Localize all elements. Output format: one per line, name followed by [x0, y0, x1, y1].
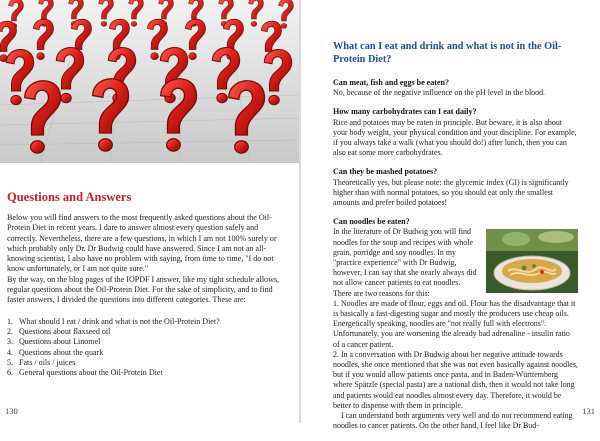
question: Can meat, fish and eggs be eaten?: [333, 78, 450, 87]
list-item: 2. Questions about flaxseed oil: [7, 326, 111, 336]
list-item: 3. Questions about Linomel: [7, 337, 101, 347]
question: How many carbohydrates can I eat daily?: [333, 107, 477, 117]
question-marks-image: [0, 0, 299, 163]
answer: Theoretically yes, but please note: the glycemic index (GI) is significantly higher than with normal potatoes, so you should eat only the smallest amounts and prefer boiled potatoes!: [333, 177, 569, 208]
noodle-soup-image: [486, 229, 578, 293]
qa-block: [333, 78, 578, 98]
list-item: 5. Fats / oils / juices: [7, 357, 76, 367]
chapter-title: What can I eat and drink and what is not in the Oil-Protein Diet?: [333, 41, 562, 65]
left-page: [0, 0, 299, 423]
list-item: 6. General questions about the Oil-Protein Diet: [7, 368, 163, 378]
qa-block: [333, 107, 578, 158]
answer: Rice and potatoes may be eaten in principle. But beware, it is also about your body weight, your physical condition and your discipline. For example, if you always take a walk (what you should do!) after lunch, then you can also eat some more carbohydrates.: [333, 117, 577, 158]
reason-one: 1. Noodles are made of flour, eggs and oil. Flour has the disadvantage that it is basically a fast-digesting sugar and mostly the producers use cheap oils. Energetically speaking, noodles are "not really full with electrons". Unfortunately, you are worsening the already bad adrenaline - insulin ratio of a cancer patient.: [333, 298, 576, 349]
noodle-qa-block: [333, 217, 578, 431]
qa-block: [333, 167, 578, 208]
answer: No, because of the negative influence on the pH level in the blood.: [333, 88, 546, 98]
list-item: 1. What should I eat / drink and what is not the Oil-Protein Diet?: [7, 316, 220, 326]
intro-text: [7, 213, 287, 306]
page-number-right: 131: [582, 406, 595, 416]
reason-two: 2. In a conversation with Dr Budwig about her negative attitude towards noodles, she once mentioned that she was not even basically against noodles, but if you would allow patients once pasta, and in Baden-Württemberg where Spätzle (special pasta) are a national dish, then it would not take long and patients would eat noodles almost every day. Therefore, it would be better to dispense with them in principle.: [333, 349, 578, 410]
left-text-block: [7, 190, 287, 378]
right-text-block: [333, 41, 578, 441]
second-paragraph: By the way, on the blog pages of the IOPDF I answer, like my tight schedule allows, regular questions about the Oil-Protein Diet. For the sake of simplicity, and to find faster answers, I divided the questions into different categories. These are:: [7, 274, 280, 305]
question: Can they be mashed potatoes?: [333, 167, 438, 177]
right-page: [301, 0, 600, 431]
closing-paragraph: I can understand both arguments very well and do not recommend eating noodles to cancer patients. On the other hand, I feel like Dr Bud-: [333, 411, 573, 431]
intro-paragraph: Below you will find answers to the most frequently asked questions about the Oil-Protein Diet in recent years. I dare to answer almost every question safely and correctly. Nevertheless, there are a few questions, in which I am not 100% surely or which probably only Dr. Dr Budwig could have answered. Since I am not an all-knowing scientist, I also have no problem with saying, from time to time, "I do not know unfortunately, or I am not quite sure.": [7, 213, 277, 274]
list-item: 4. Questions about the quark: [7, 347, 104, 357]
page-number-left: 130: [5, 406, 18, 416]
noodle-question: Can noodles be eaten?: [333, 217, 410, 227]
category-list: [7, 317, 287, 379]
section-title: Questions and Answers: [7, 190, 132, 204]
noodle-paragraph: In the literature of Dr Budwig you will find noodles for the soup and recipes with whole grain, porridge and soy noodles. In my "practice experience" with Dr Budwig, however, I can say that she nearly always did not allow cancer patients to eat noodles. There are two reasons for this:: [333, 227, 477, 298]
